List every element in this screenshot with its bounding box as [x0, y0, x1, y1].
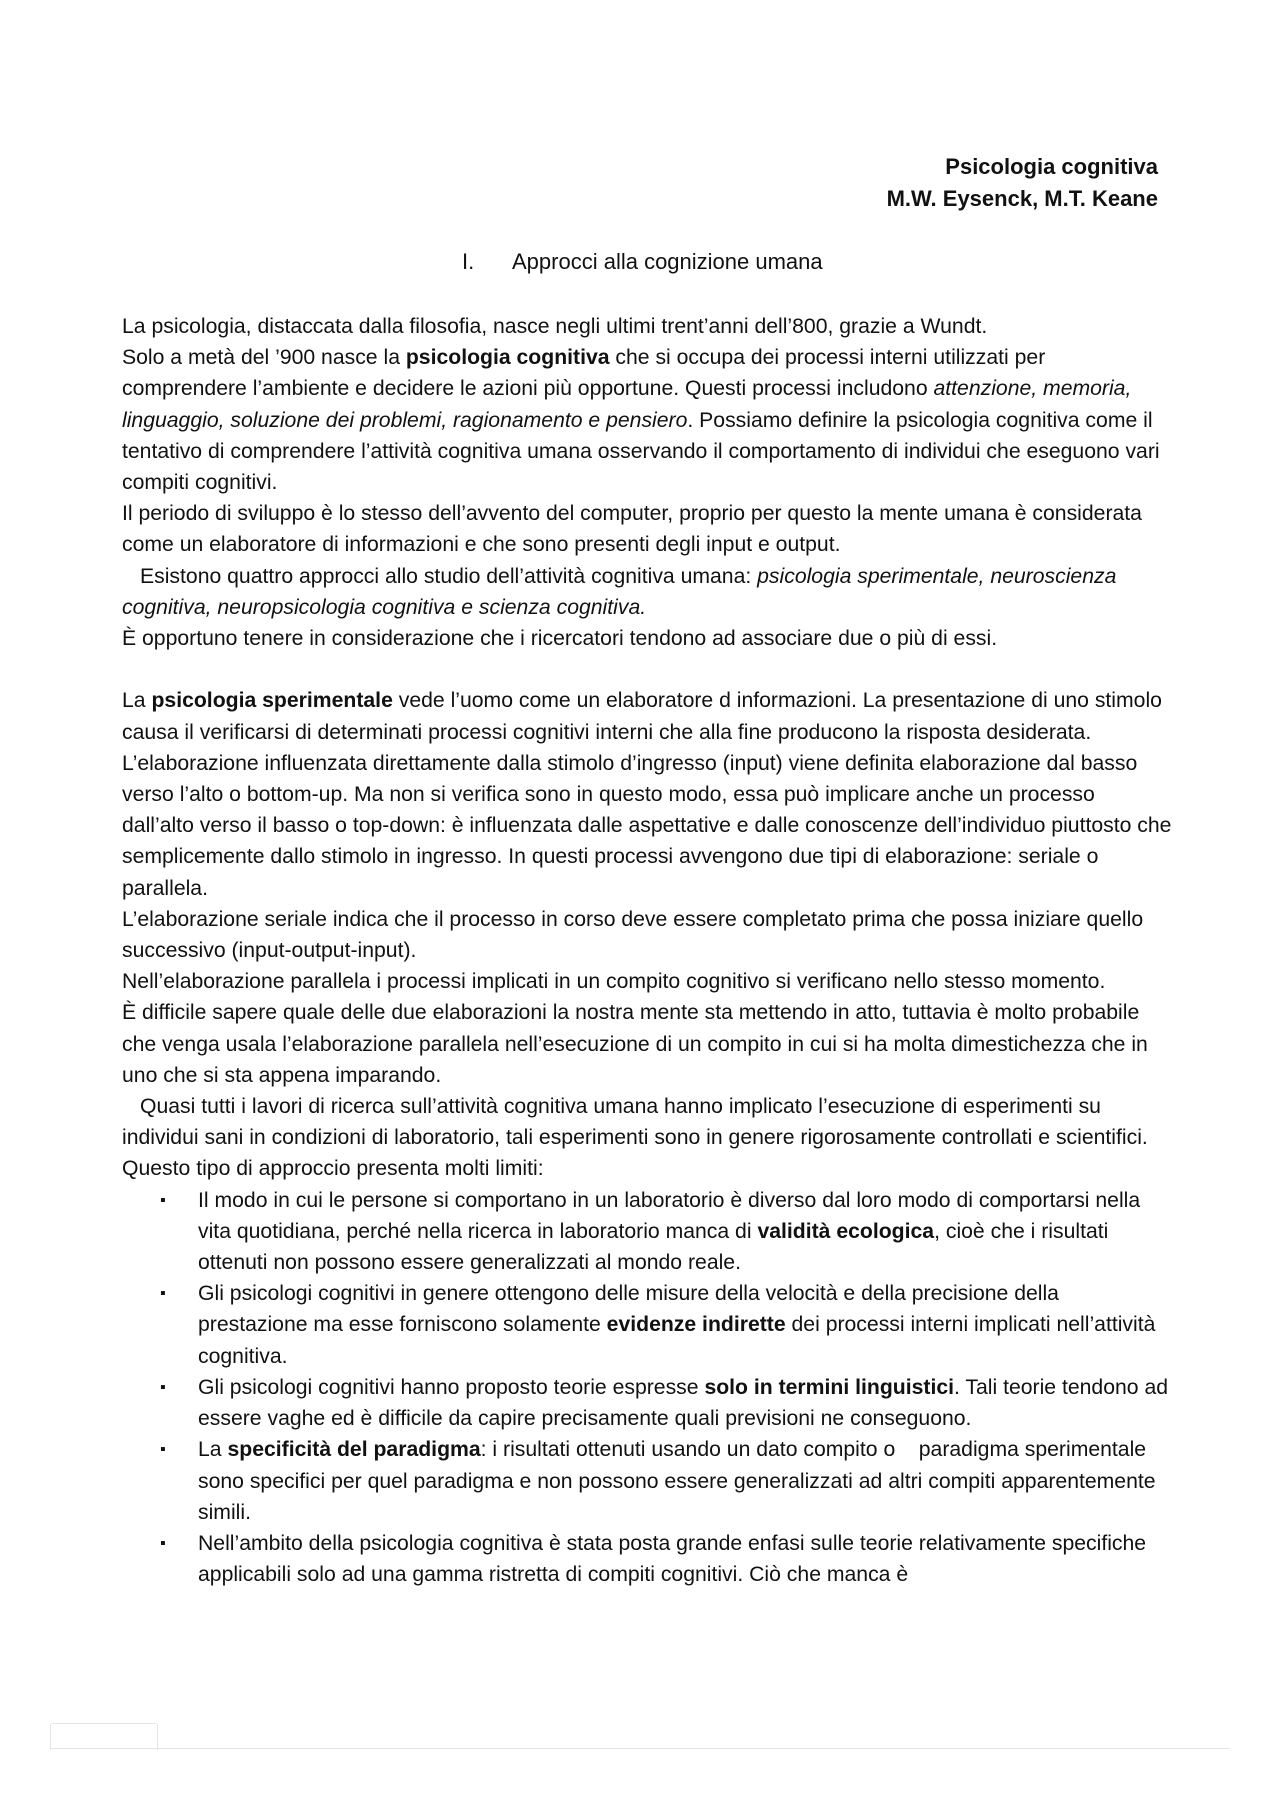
paragraph: Nell’elaborazione parallela i processi implicati in un compito cognitivo si verificano nello stesso momento.: [122, 970, 1106, 994]
paragraph: Solo a metà del ’900 nasce la psicologia cognitiva che si occupa dei processi interni utilizzati per comprendere l’ambiente e decidere le azioni più opportune. Questi processi includono attenzione, memoria, linguaggio, soluzione dei problemi, ragionamento e pensiero. Possiamo definire la psicologia cognitiva come il tentativo di comprendere l’attività cognitiva umana osservando il comportamento di individui che eseguono vari compiti cognitivi.: [122, 346, 1160, 495]
paragraph: È opportuno tenere in considerazione che i ricercatori tendono ad associare due o più di essi.: [122, 627, 998, 651]
paragraph: È difficile sapere quale delle due elaborazioni la nostra mente sta mettendo in atto, tuttavia è molto probabile che venga usala l’elaborazione parallela nell’esecuzione di un compito in cui si ha molta dimestichezza che in uno che si sta appena imparando.: [122, 1001, 1148, 1087]
list-item: ▪ La specificità del paradigma: i risultati ottenuti usando un dato compito o paradigma sperimentale sono specifici per quel paradigma e non possono essere generalizzati ad altri compiti apparentemente simili.: [198, 1434, 1172, 1528]
paragraph: La psicologia sperimentale vede l’uomo come un elaboratore d informazioni. La presentazione di uno stimolo causa il verificarsi di determinati processi cognitivi interni che alla fine producono la risposta desiderata. L’elaborazione influenzata direttamente dalla stimolo d’ingresso (input) viene definita elaborazione dal basso verso l’alto o bottom-up. Ma non si verifica sono in questo modo, essa può implicare anche un processo dall’alto verso il basso o top-down: è influenzata dalle aspettative e dalle conoscenze dell’individuo piuttosto che semplicemente dallo stimolo in ingresso. In questi processi avvengono due tipi di elaborazione: seriale o parallela.: [122, 689, 1172, 900]
list-item: ▪ Nell’ambito della psicologia cognitiva è stata posta grande enfasi sulle teorie relativamente specifiche applicabili solo ad una gamma ristretta di compiti cognitivi. Ciò che manca è: [198, 1528, 1172, 1590]
limits-list: [122, 1185, 1172, 1591]
chapter-heading: [462, 246, 823, 278]
paragraph-spacer: [122, 654, 1172, 685]
chapter-number: I.: [462, 249, 475, 274]
paragraph: Questo tipo di approccio presenta molti limiti:: [122, 1157, 544, 1181]
document-header: [887, 151, 1158, 215]
footer-tab: [50, 1723, 158, 1750]
paragraph: Quasi tutti i lavori di ricerca sull’attività cognitiva umana hanno implicato l’esecuzione di esperimenti su individui sani in condizioni di laboratorio, tali esperimenti sono in genere rigorosamente controllati e scientifici.: [122, 1095, 1148, 1150]
document-body: [122, 311, 1172, 1590]
footer-divider: [50, 1748, 1230, 1749]
paragraph: Esistono quattro approcci allo studio dell’attività cognitiva umana: psicologia sperimentale, neuroscienza cognitiva, neuropsicologia cognitiva e scienza cognitiva.: [122, 564, 1117, 619]
book-title: Psicologia cognitiva: [945, 154, 1158, 179]
list-item: ▪ Il modo in cui le persone si comportano in un laboratorio è diverso dal loro modo di comportarsi nella vita quotidiana, perché nella ricerca in laboratorio manca di validità ecologica, cioè che i risultati ottenuti non possono essere generalizzati al mondo reale.: [198, 1185, 1172, 1279]
paragraph: Il periodo di sviluppo è lo stesso dell’avvento del computer, proprio per questo la mente umana è considerata come un elaboratore di informazioni e che sono presenti degli input e output.: [122, 502, 1142, 557]
chapter-title: Approcci alla cognizione umana: [512, 249, 823, 274]
list-item: ▪ Gli psicologi cognitivi hanno proposto teorie espresse solo in termini linguistici. Tali teorie tendono ad essere vaghe ed è difficile da capire precisamente quali previsioni ne conseguono.: [198, 1372, 1172, 1434]
paragraph: La psicologia, distaccata dalla filosofia, nasce negli ultimi trent’anni dell’800, grazie a Wundt.: [122, 315, 988, 338]
paragraph: L’elaborazione seriale indica che il processo in corso deve essere completato prima che possa iniziare quello successivo (input-output-input).: [122, 907, 1144, 963]
list-item: ▪ Gli psicologi cognitivi in genere ottengono delle misure della velocità e della precisione della prestazione ma esse forniscono solamente evidenze indirette dei processi interni implicati nell’attività cognitiva.: [198, 1278, 1172, 1372]
book-authors: M.W. Eysenck, M.T. Keane: [886, 186, 1158, 211]
